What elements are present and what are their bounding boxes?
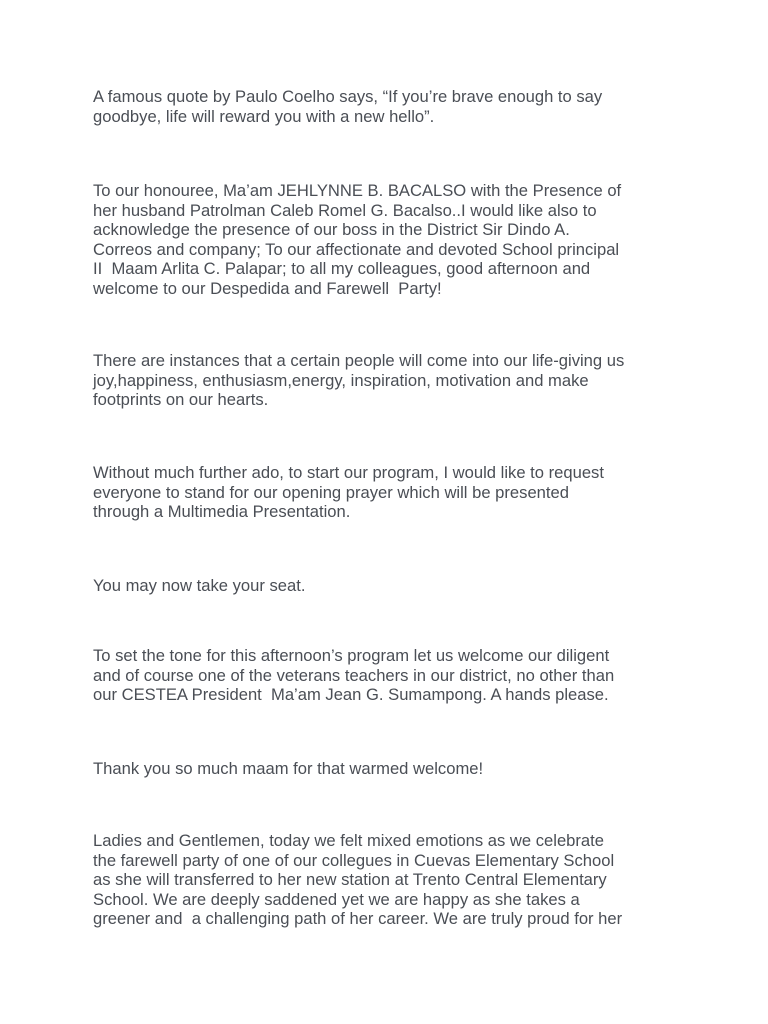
text-line: Without much further ado, to start our program, I would like to request [93,463,604,482]
paragraph-opening-quote [93,87,683,126]
text-line: School. We are deeply saddened yet we are happy as she takes a [93,889,580,909]
text-line: To our honouree, Ma’am JEHLYNNE B. BACALSO with the Presence of [93,181,622,200]
text-line: everyone to stand for our opening prayer which will be presented [93,482,569,502]
text-line: There are instances that a certain people will come into our life-giving us [93,351,625,370]
text-line: her husband Patrolman Caleb Romel G. Bacalso..I would like also to [93,200,597,220]
text-line: Thank you so much maam for that warmed welcome! [93,759,484,778]
text-line: goodbye, life will reward you with a new hello”. [93,106,435,126]
text-line: You may now take your seat. [93,576,306,595]
paragraph-mixed-emotions [93,831,683,929]
paragraph-thank-you [93,759,683,779]
text-line: as she will transferred to her new station at Trento Central Elementary [93,870,607,890]
paragraph-take-seat [93,576,683,596]
text-line: Ladies and Gentlemen, today we felt mixed emotions as we celebrate [93,831,605,850]
text-line: II Maam Arlita C. Palapar; to all my colleagues, good afternoon and [93,259,591,279]
text-line: joy,happiness, enthusiasm,energy, inspiration, motivation and make [93,370,589,390]
paragraph-opening-prayer [93,463,683,522]
text-line: through a Multimedia Presentation. [93,502,351,522]
text-line: welcome to our Despedida and Farewell Party! [93,278,442,298]
text-line: A famous quote by Paulo Coelho says, “If you’re brave enough to say [93,87,603,106]
paragraph-acknowledgement [93,181,683,299]
paragraph-welcome-president [93,646,683,705]
text-line: acknowledge the presence of our boss in the District Sir Dindo A. [93,220,570,240]
text-line: footprints on our hearts. [93,390,269,410]
paragraph-instances [93,351,683,410]
text-line: and of course one of the veterans teachers in our district, no other than [93,665,615,685]
text-line: our CESTEA President Ma’am Jean G. Sumampong. A hands please. [93,685,609,705]
text-line: To set the tone for this afternoon’s program let us welcome our diligent [93,646,610,665]
text-line: Correos and company; To our affectionate and devoted School principal [93,239,620,259]
text-line: greener and a challenging path of her career. We are truly proud for her [93,909,623,929]
text-line: the farewell party of one of our collegues in Cuevas Elementary School [93,850,615,870]
